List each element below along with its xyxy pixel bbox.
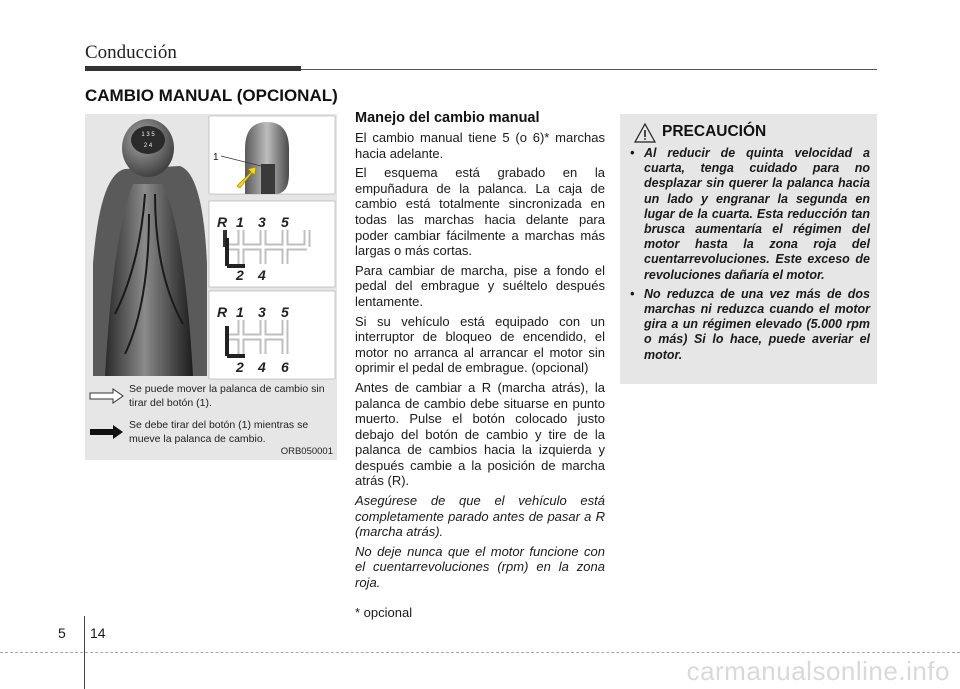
pattern6-r: R (217, 304, 228, 320)
italic-note: Asegúrese de que el vehículo está completamente parado antes de pasar a R (marcha atrás). (355, 493, 605, 540)
solid-arrow-icon (89, 424, 125, 440)
pattern6-4: 4 (258, 359, 266, 375)
footer-dashed-line (0, 652, 960, 653)
italic-note: No deje nunca que el motor funcione con el cuentarrevoluciones (rpm) en la zona roja. (355, 543, 605, 591)
header-title: Conducción (85, 42, 177, 63)
caution-item-text: No reduzca de una vez más de dos marchas ni reduzca cuando el motor gira a un régimen elevado (5.000 rpm o más) Si lo hace, puede averiar el motor. (644, 286, 870, 362)
pattern5-3: 3 (258, 214, 266, 230)
paragraph: Antes de cambiar a R (marcha atrás), la palanca de cambio debe situarse en punto muerto. Pulse el botón colocado justo debajo del botón de cambio y tire de la palanca de cambios hacia la izquierda y después cambie a la posición de marcha atrás (R). (355, 379, 605, 489)
watermark: carmanualsonline.info (686, 656, 950, 686)
page-number: 14 (90, 625, 106, 641)
pattern5-5: 5 (281, 214, 289, 230)
outline-arrow-icon (89, 388, 125, 404)
pattern5-r: R (217, 214, 228, 230)
knob-top-digits: 1 3 5 (141, 132, 155, 138)
warning-triangle-icon (634, 122, 656, 144)
figure-code: ORB050001 (280, 446, 333, 457)
caution-item-text: Al reducir de quinta velocidad a cuarta, tenga cuidado para no desplazar sin querer la palanca hacia un lado y engranar la segunda en lugar de la cuarta. Esta reducción tan brusca aumentaría el régimen del motor hasta la zona roja del cuentarrevoluciones. Este exceso de revoluciones dañaría el motor. (644, 146, 870, 282)
pattern5-1: 1 (236, 214, 244, 230)
caution-item: • Al reducir de quinta velocidad a cuarta, tenga cuidado para no desplazar sin querer la palanca hacia un lado y engranar la segunda en lugar de la cuarta. Esta reducción tan brusca aumentaría el régimen del motor hasta la zona roja del cuentarrevoluciones. Este exceso de revoluciones dañaría el motor. (630, 146, 870, 282)
legend-text-solid: Se debe tirar del botón (1) mientras se mueve la palanca de cambio. (129, 419, 309, 445)
paragraph: Para cambiar de marcha, pise a fondo el pedal del embrague y suéltelo después lentamente. (355, 262, 605, 309)
header-rule (301, 69, 877, 70)
caution-title: PRECAUCIÓN (662, 123, 767, 140)
caution-list (630, 146, 870, 367)
chapter-number: 5 (58, 625, 66, 641)
pattern6-5: 5 (281, 304, 289, 320)
main-column (355, 110, 605, 620)
pattern6-1: 1 (236, 304, 244, 320)
header-bar (85, 66, 301, 71)
legend-text-outline: Se puede mover la palanca de cambio sin tirar del botón (1). (129, 383, 325, 409)
paragraph: El cambio manual tiene 5 (o 6)* marchas hacia adelante. (355, 130, 605, 161)
pattern5-2: 2 (236, 267, 244, 283)
caution-box (620, 114, 877, 384)
pattern6-2: 2 (236, 359, 244, 375)
pattern6-3: 3 (258, 304, 266, 320)
pattern5-4: 4 (258, 267, 266, 283)
paragraph: Si su vehículo está equipado con un interruptor de bloqueo de encendido, el motor no arranca al arrancar el motor sin oprimir el pedal de embrague. (opcional) (355, 313, 605, 376)
knob-bottom-digits: 2 4 (143, 143, 153, 149)
callout-number: 1 (213, 152, 219, 163)
figure-panel (85, 114, 337, 460)
section-subheading: Manejo del cambio manual (355, 110, 540, 126)
caution-item: • No reduzca de una vez más de dos marchas ni reduzca cuando el motor gira a un régimen elevado (5.000 rpm o más) Si lo hace, puede averiar el motor. (630, 286, 870, 362)
section-title: CAMBIO MANUAL (OPCIONAL) (85, 86, 338, 105)
pattern6-6: 6 (281, 359, 289, 375)
gear-shift-illustration (85, 114, 337, 384)
footnote: * opcional (355, 604, 413, 620)
paragraph: El esquema está grabado en la empuñadura de la palanca. La caja de cambio está totalmente sincronizada en todas las marchas hacia delante para poder cambiar fácilmente a marchas más largas o más cortas. (355, 165, 605, 259)
